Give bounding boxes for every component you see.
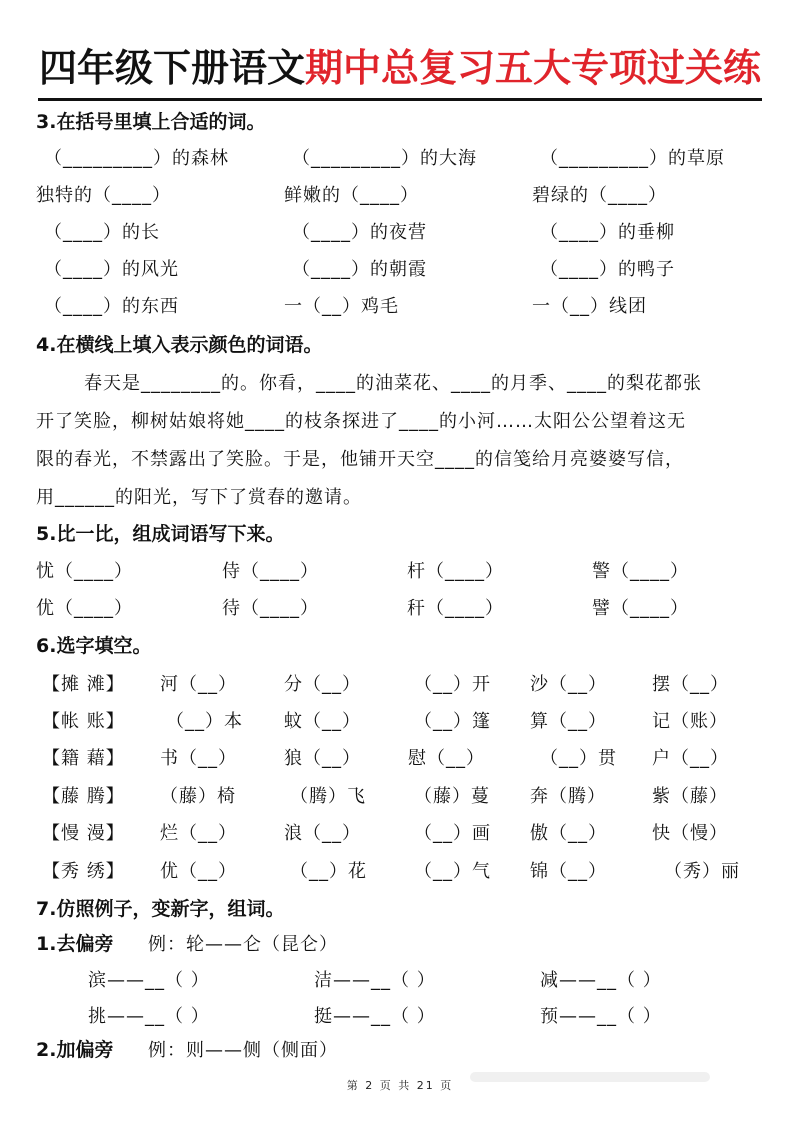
q7-heading-row (0, 891, 800, 928)
q3-cell: （_________）的草原 (540, 148, 725, 169)
q5-cell: 警（____） (592, 561, 689, 582)
q6-cell: （秀）丽 (664, 861, 740, 882)
q7-sub2-example: 例：则——侧（侧面） (148, 1040, 338, 1061)
q6-cell: （__）开 (414, 674, 491, 695)
q5-cell: 侍（____） (222, 561, 319, 582)
q3-cell: （____）的朝霞 (292, 259, 427, 280)
q7-cell: 挺——__（ ） (314, 1006, 436, 1027)
q5-heading: 5.比一比，组成词语写下来。 (36, 523, 285, 545)
title-underline (38, 98, 762, 101)
q4-paragraph-line: 春天是________的。你看，____的油菜花、____的月季、____的梨花都张 (84, 373, 702, 394)
q6-cell: 蚊（__） (284, 711, 361, 732)
q6-row-1 (0, 666, 800, 703)
q7-cell: 滨——__（ ） (88, 970, 210, 991)
q3-row-5 (0, 288, 800, 325)
q4-heading: 4.在横线上填入表示颜色的词语。 (36, 334, 323, 356)
q6-cell: 沙（__） (530, 674, 607, 695)
q3-cell: 独特的（____） (36, 185, 171, 206)
q6-row-4 (0, 778, 800, 815)
q3-heading: 3.在括号里填上合适的词。 (36, 111, 266, 133)
q7-cell: 挑——__（ ） (88, 1006, 210, 1027)
q5-heading-row (0, 516, 800, 553)
q5-cell: 忧（____） (36, 561, 133, 582)
q6-cell: 慰（__） (408, 748, 485, 769)
q5-cell: 譬（____） (592, 598, 689, 619)
q6-cell: 紫（藤） (652, 786, 728, 807)
q5-cell: 优（____） (36, 598, 133, 619)
q3-cell: （____）的鸭子 (540, 259, 675, 280)
q6-cell: 优（__） (160, 861, 237, 882)
q6-cell: 算（__） (530, 711, 607, 732)
q5-cell: 杆（____） (407, 561, 504, 582)
q6-cell: 锦（__） (530, 861, 607, 882)
q3-cell: （____）的垂柳 (540, 222, 675, 243)
q6-cell: 浪（__） (284, 823, 361, 844)
q7-cell: 减——__（ ） (540, 970, 662, 991)
q5-row-1 (0, 553, 800, 590)
q3-heading-row (0, 104, 800, 141)
q7-sub1-label: 1.去偏旁 (36, 933, 114, 955)
q7-sub2-label: 2.加偏旁 (36, 1039, 114, 1061)
q6-cell: （__）画 (414, 823, 491, 844)
q7-sub1-example: 例：轮——仑（昆仑） (148, 934, 338, 955)
q7-sub1-row (0, 926, 800, 963)
q6-cell: （藤）蔓 (414, 786, 490, 807)
q7-cell: 洁——__（ ） (314, 970, 436, 991)
q3-cell: （_________）的大海 (292, 148, 477, 169)
q6-cell: （__）气 (414, 861, 491, 882)
q6-word-pair: 【秀 绣】 (42, 861, 125, 882)
q7-heading: 7.仿照例子，变新字，组词。 (36, 898, 285, 920)
page-title (0, 36, 800, 100)
q4-paragraph-line: 用______的阳光，写下了赏春的邀请。 (36, 487, 362, 508)
q3-row-1 (0, 140, 800, 177)
q6-heading-row (0, 628, 800, 665)
q3-row-4 (0, 251, 800, 288)
q6-cell: （藤）椅 (160, 786, 236, 807)
q6-cell: 记（账） (652, 711, 728, 732)
q6-cell: 户（__） (652, 748, 729, 769)
q6-word-pair: 【摊 滩】 (42, 674, 125, 695)
q6-cell: （__）篷 (414, 711, 491, 732)
q6-row-3 (0, 740, 800, 777)
q5-row-2 (0, 590, 800, 627)
q6-cell: 摆（__） (652, 674, 729, 695)
q4-paragraph-line: 开了笑脸，柳树姑娘将她____的枝条探进了____的小河……太阳公公望着这无 (36, 411, 686, 432)
q6-cell: 烂（__） (160, 823, 237, 844)
q3-cell: 碧绿的（____） (532, 185, 667, 206)
q6-word-pair: 【帐 账】 (42, 711, 125, 732)
q6-cell: 分（__） (284, 674, 361, 695)
q6-row-2 (0, 703, 800, 740)
q3-cell: （____）的夜营 (292, 222, 427, 243)
q6-row-5 (0, 815, 800, 852)
q3-cell: （_________）的森林 (44, 148, 229, 169)
q6-cell: 奔（腾） (530, 786, 606, 807)
q6-cell: （腾）飞 (290, 786, 366, 807)
q6-cell: （__）贯 (540, 748, 617, 769)
q3-cell: （____）的长 (44, 222, 160, 243)
q7-sub1-row-1 (0, 962, 800, 999)
q7-cell: 预——__（ ） (540, 1006, 662, 1027)
q4-paragraph-line: 限的春光，不禁露出了笑脸。于是，他铺开天空____的信笺给月亮婆婆写信， (36, 449, 684, 470)
q4-heading-row (0, 327, 800, 364)
q6-row-6 (0, 853, 800, 890)
q7-sub1-row-2 (0, 998, 800, 1035)
q6-cell: 书（__） (160, 748, 237, 769)
title-part-red: 期中总复习五大专项过关练 (305, 46, 762, 90)
title-part-black: 四年级下册语文 (38, 46, 305, 90)
q3-cell: （____）的东西 (44, 296, 179, 317)
q6-cell: （__）花 (290, 861, 367, 882)
q6-word-pair: 【慢 漫】 (42, 823, 125, 844)
q6-cell: （__）本 (166, 711, 243, 732)
q6-cell: 狼（__） (284, 748, 361, 769)
q3-row-3 (0, 214, 800, 251)
q3-cell: 一（__）鸡毛 (284, 296, 399, 317)
q6-cell: 傲（__） (530, 823, 607, 844)
q6-word-pair: 【籍 藉】 (42, 748, 125, 769)
q6-word-pair: 【藤 腾】 (42, 786, 125, 807)
q5-cell: 秆（____） (407, 598, 504, 619)
q5-cell: 待（____） (222, 598, 319, 619)
q3-cell: 一（__）线团 (532, 296, 647, 317)
q6-cell: 河（__） (160, 674, 237, 695)
q3-cell: （____）的风光 (44, 259, 179, 280)
q3-row-2 (0, 177, 800, 214)
q3-cell: 鲜嫩的（____） (284, 185, 419, 206)
q6-heading: 6.选字填空。 (36, 635, 152, 657)
q6-cell: 快（慢） (652, 823, 728, 844)
page-number: 第 2 页 共 21 页 (346, 1079, 454, 1092)
